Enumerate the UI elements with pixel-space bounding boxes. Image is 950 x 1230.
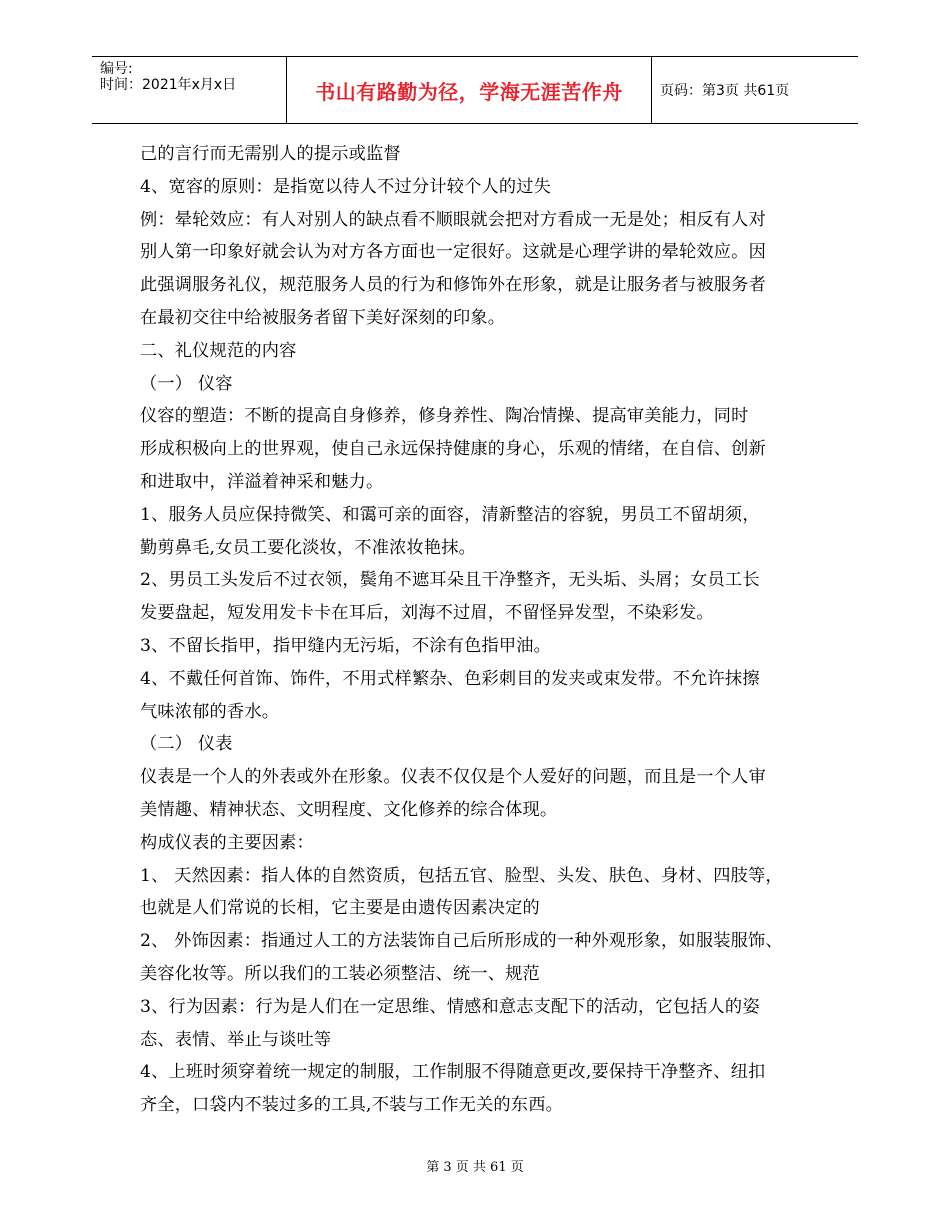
body-line: 形成积极向上的世界观，使自己永远保持健康的身心，乐观的情绪，在自信、创新 [140,439,766,460]
body-line: 2、男员工头发后不过衣领，鬓角不遮耳朵且干净整齐，无头垢、头屑；女员工长 [140,570,760,591]
body-line: 齐全，口袋内不装过多的工具,不装与工作无关的东西。 [140,1095,563,1116]
time-label: 时间：2021年x月x日 [100,77,237,93]
body-line: 二、礼仪规范的内容 [140,340,297,361]
body-line: 美容化妆等。所以我们的工装必须整洁、统一、规范 [140,963,540,984]
body-line: 此强调服务礼仪，规范服务人员的行为和修饰外在形象，就是让服务者与被服务者 [140,275,766,296]
body-line: 仪表是一个人的外表或外在形象。仪表不仅仅是个人爱好的问题，而且是一个人审 [140,767,766,788]
body-line: 也就是人们常说的长相，它主要是由遗传因素决定的 [140,898,540,919]
header-meta [92,57,287,123]
serial-label: 编号: [100,61,133,77]
body-line: （二） 仪表 [140,734,233,755]
header-motto-cell [287,57,652,123]
body-line: 在最初交往中给被服务者留下美好深刻的印象。 [140,307,506,328]
body-line: 4、上班时须穿着统一规定的制服，工作制服不得随意更改,要保持干净整齐、纽扣 [140,1062,766,1083]
body-line: 4、不戴任何首饰、饰件，不用式样繁杂、色彩刺目的发夹或束发带。不允许抹擦 [140,668,760,689]
body-line: 仪容的塑造：不断的提高自身修养，修身养性、陶冶情操、提高审美能力，同时 [140,406,749,427]
header-motto: 书山有路勤为径，学海无涯苦作舟 [315,79,623,104]
body-line: 态、表情、举止与谈吐等 [140,1029,332,1050]
body-line: 1、服务人员应保持微笑、和霭可亲的面容，清新整洁的容貌，男员工不留胡须， [140,504,760,525]
body-line: 4、宽容的原则：是指宽以待人不过分计较个人的过失 [140,176,552,197]
page-header [92,56,858,124]
body-line: 2、 外饰因素：指通过人工的方法装饰自己后所形成的一种外观形象，如服装服饰、 [140,931,783,952]
body-line: 和进取中，洋溢着神采和魅力。 [140,471,384,492]
body-line: 别人第一印象好就会认为对方各方面也一定很好。这就是心理学讲的晕轮效应。因 [140,242,766,263]
body-line: 发要盘起，短发用发卡卡在耳后，刘海不过眉，不留怪异发型，不染彩发。 [140,603,714,624]
document-body [140,138,830,1122]
body-line: （一） 仪容 [140,373,233,394]
page-footer [0,1156,950,1175]
body-line: 气味浓郁的香水。 [140,701,280,722]
header-page-label: 页码：第3页 共61页 [660,83,790,99]
body-line: 例：晕轮效应：有人对别人的缺点看不顺眼就会把对方看成一无是处；相反有人对 [140,209,766,230]
body-line: 勤剪鼻毛,女员工要化淡妆，不准浓妆艳抹。 [140,537,477,558]
footer-page-number: 第 3 页 共 61 页 [426,1160,524,1175]
header-page-cell [652,57,858,123]
body-line: 美情趣、精神状态、文明程度、文化修养的综合体现。 [140,799,558,820]
body-line: 己的言行而无需别人的提示或监督 [140,144,401,164]
body-line: 构成仪表的主要因素： [140,832,314,853]
body-line: 1、 天然因素：指人体的自然资质，包括五官、脸型、头发、肤色、身材、四肢等， [140,865,783,886]
body-line: 3、行为因素：行为是人们在一定思维、情感和意志支配下的活动，它包括人的姿 [140,996,760,1017]
body-line: 3、不留长指甲，指甲缝内无污垢，不涂有色指甲油。 [140,635,552,656]
